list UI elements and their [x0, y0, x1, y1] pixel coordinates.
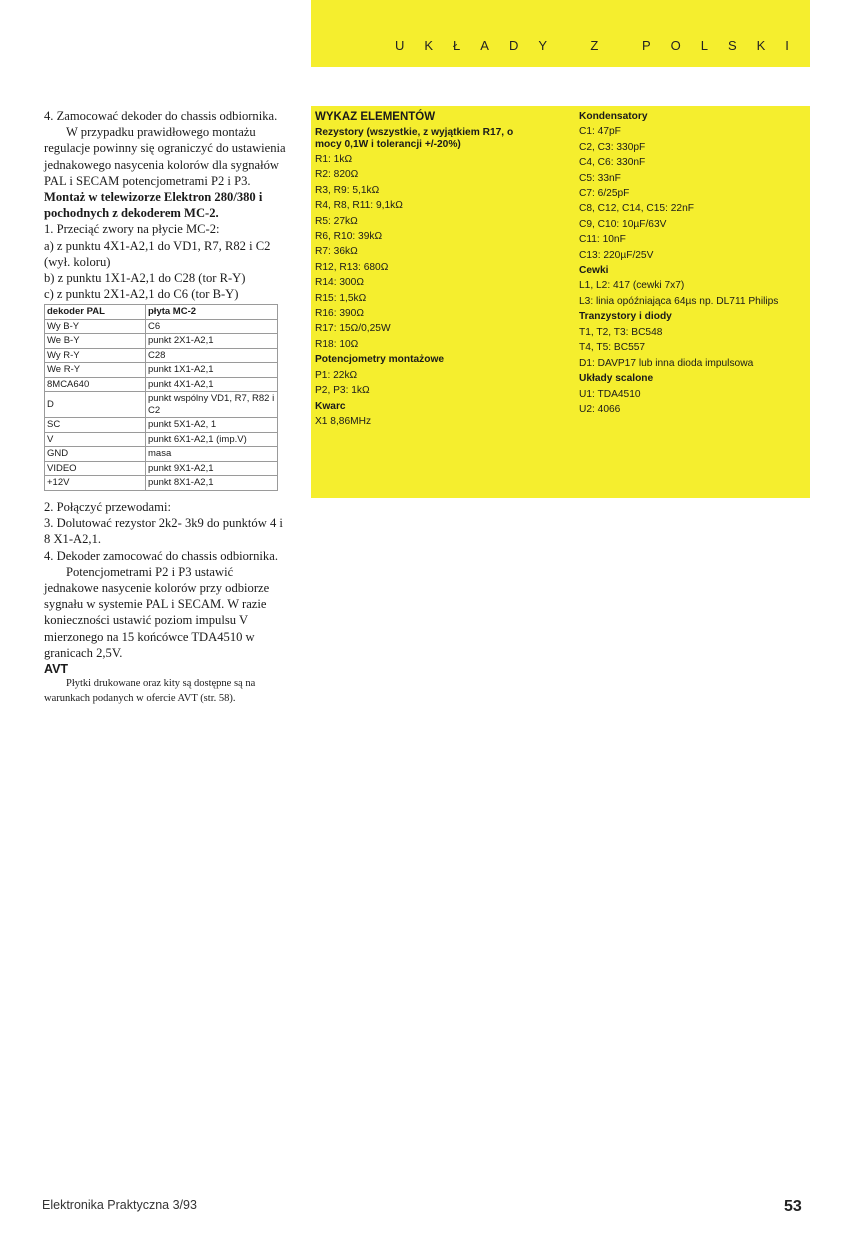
- table-cell: punkt 8X1-A2,1: [146, 476, 278, 491]
- table-cell: Wy B-Y: [45, 319, 146, 334]
- table-cell: punkt 1X1-A2,1: [146, 363, 278, 378]
- parts-list-title: WYKAZ ELEMENTÓW: [315, 111, 436, 123]
- table-cell: SC: [45, 418, 146, 433]
- parts-item: L1, L2: 417 (cewki 7x7): [579, 280, 685, 292]
- table-cell: V: [45, 432, 146, 447]
- parts-item: C1: 47pF: [579, 126, 621, 138]
- table-row: [45, 447, 278, 462]
- paragraph: 4. Zamocować dekoder do chassis odbiornika.: [44, 109, 278, 123]
- table-cell: We B-Y: [45, 334, 146, 349]
- parts-item: X1 8,86MHz: [315, 415, 372, 427]
- table-cell: We R-Y: [45, 363, 146, 378]
- parts-item: P2, P3: 1kΩ: [315, 385, 370, 397]
- table-row: [45, 377, 278, 392]
- table-cell: VIDEO: [45, 461, 146, 476]
- parts-category: Cewki: [579, 265, 609, 277]
- table-header-row: [45, 305, 278, 320]
- connection-table: [44, 304, 278, 491]
- table-cell: C6: [146, 319, 278, 334]
- parts-list-column-1: [315, 109, 540, 429]
- parts-category: Kondensatory: [579, 111, 648, 122]
- parts-list-column-2: [579, 109, 794, 417]
- table-cell: punkt 4X1-A2,1: [146, 377, 278, 392]
- table-row: [45, 334, 278, 349]
- table-cell: masa: [146, 447, 278, 462]
- parts-item: R7: 36kΩ: [315, 246, 358, 258]
- parts-item: U1: TDA4510: [579, 388, 641, 400]
- step-item: 4. Dekoder zamocować do chassis odbiornika.: [44, 548, 278, 563]
- paragraph: Potencjometrami P2 i P3 ustawić jednakowe nasycenie kolorów przy odbiorze sygnału w systemie PAL i SECAM. W razie konieczności ustawić poziom impulsu V mierzonego na 15 końcówce TDA4510 w granicach 2,5V.: [44, 564, 270, 660]
- table-row: [45, 418, 278, 433]
- parts-item: C4, C6: 330nF: [579, 157, 646, 169]
- step-item: 2. Połączyć przewodami:: [44, 499, 171, 514]
- parts-item: C8, C12, C14, C15: 22nF: [579, 203, 694, 215]
- signature: AVT: [44, 661, 69, 676]
- table-cell: punkt 6X1-A2,1 (imp.V): [146, 432, 278, 447]
- table-row: [45, 319, 278, 334]
- parts-item: R4, R8, R11: 9,1kΩ: [315, 200, 403, 212]
- parts-category: Tranzystory i diody: [579, 311, 672, 323]
- parts-category: Potencjometry montażowe: [315, 354, 445, 366]
- section-title: UKŁADY Z POLSKI: [395, 38, 809, 53]
- table-cell: GND: [45, 447, 146, 462]
- table-row: [45, 432, 278, 447]
- parts-item: R16: 390Ω: [315, 308, 364, 320]
- paragraph: W przypadku prawidłowego montażu regulacje powinny się ograniczyć do ustawienia jednakowego nasycenia kolorów dla sygnałów PAL i SECAM potencjometrami P2 i P3.: [44, 125, 286, 188]
- parts-item: R1: 1kΩ: [315, 154, 353, 165]
- parts-item: T1, T2, T3: BC548: [579, 326, 663, 338]
- step-item: c) z punktu 2X1-A2,1 do C6 (tor B-Y): [44, 287, 239, 302]
- column-header: płyta MC-2: [146, 305, 278, 320]
- section-heading: Montaż w telewizorze Elektron 280/380 i pochodnych z dekoderem MC-2.: [44, 190, 263, 221]
- parts-item: R5: 27kΩ: [315, 215, 358, 227]
- step-item: a) z punktu 4X1-A2,1 do VD1, R7, R82 i C2 (wył. koloru): [44, 238, 271, 269]
- table-row: [45, 392, 278, 418]
- parts-item: R12, R13: 680Ω: [315, 261, 389, 273]
- table-cell: Wy R-Y: [45, 348, 146, 363]
- step-item: 3. Dolutować rezystor 2k2- 3k9 do punktów 4 i 8 X1-A2,1.: [44, 516, 283, 547]
- parts-category: Kwarc: [315, 400, 346, 412]
- availability-note: Płytki drukowane oraz kity są dostępne są na warunkach podanych w ofercie AVT (str. 58).: [44, 678, 256, 704]
- parts-item: C11: 10nF: [579, 234, 626, 246]
- table-row: [45, 348, 278, 363]
- parts-item: R18: 10Ω: [315, 338, 359, 350]
- parts-item: R3, R9: 5,1kΩ: [315, 184, 380, 196]
- parts-item: C5: 33nF: [579, 172, 621, 184]
- table-row: [45, 461, 278, 476]
- column-header: dekoder PAL: [45, 305, 146, 320]
- parts-item: R2: 820Ω: [315, 169, 359, 181]
- table-cell: D: [45, 392, 146, 418]
- step-item: b) z punktu 1X1-A2,1 do C28 (tor R-Y): [44, 271, 246, 286]
- parts-item: R15: 1,5kΩ: [315, 292, 367, 304]
- header-bar: [311, 0, 810, 67]
- parts-item: R17: 15Ω/0,25W: [315, 323, 391, 335]
- table-cell: punkt wspólny VD1, R7, R82 i C2: [146, 392, 278, 418]
- parts-item: L3: linia opóźniająca 64µs np. DL711 Philips: [579, 295, 779, 307]
- table-row: [45, 476, 278, 491]
- table-cell: +12V: [45, 476, 146, 491]
- article-body: [44, 108, 286, 706]
- table-cell: punkt 9X1-A2,1: [146, 461, 278, 476]
- parts-item: P1: 22kΩ: [315, 369, 358, 381]
- table-cell: punkt 5X1-A2, 1: [146, 418, 278, 433]
- parts-item: C9, C10: 10µF/63V: [579, 218, 667, 230]
- table-row: [45, 363, 278, 378]
- table-cell: C28: [146, 348, 278, 363]
- parts-item: R14: 300Ω: [315, 277, 364, 289]
- publication-name: Elektronika Praktyczna 3/93: [42, 1198, 197, 1212]
- parts-item: C2, C3: 330pF: [579, 141, 646, 153]
- parts-item: U2: 4066: [579, 403, 621, 415]
- table-cell: 8MCA640: [45, 377, 146, 392]
- parts-item: R6, R10: 39kΩ: [315, 231, 383, 243]
- parts-item: C7: 6/25pF: [579, 188, 630, 200]
- parts-item: T4, T5: BC557: [579, 342, 646, 354]
- parts-item: C13: 220µF/25V: [579, 249, 654, 261]
- step-item: 1. Przeciąć zwory na płycie MC-2:: [44, 222, 220, 237]
- parts-category: Układy scalone: [579, 373, 654, 385]
- parts-item: D1: DAVP17 lub inna dioda impulsowa: [579, 357, 754, 369]
- parts-category: Rezystory (wszystkie, z wyjątkiem R17, o mocy 0,1W i tolerancji +/-20%): [315, 127, 514, 150]
- table-cell: punkt 2X1-A2,1: [146, 334, 278, 349]
- page-number: 53: [784, 1198, 802, 1215]
